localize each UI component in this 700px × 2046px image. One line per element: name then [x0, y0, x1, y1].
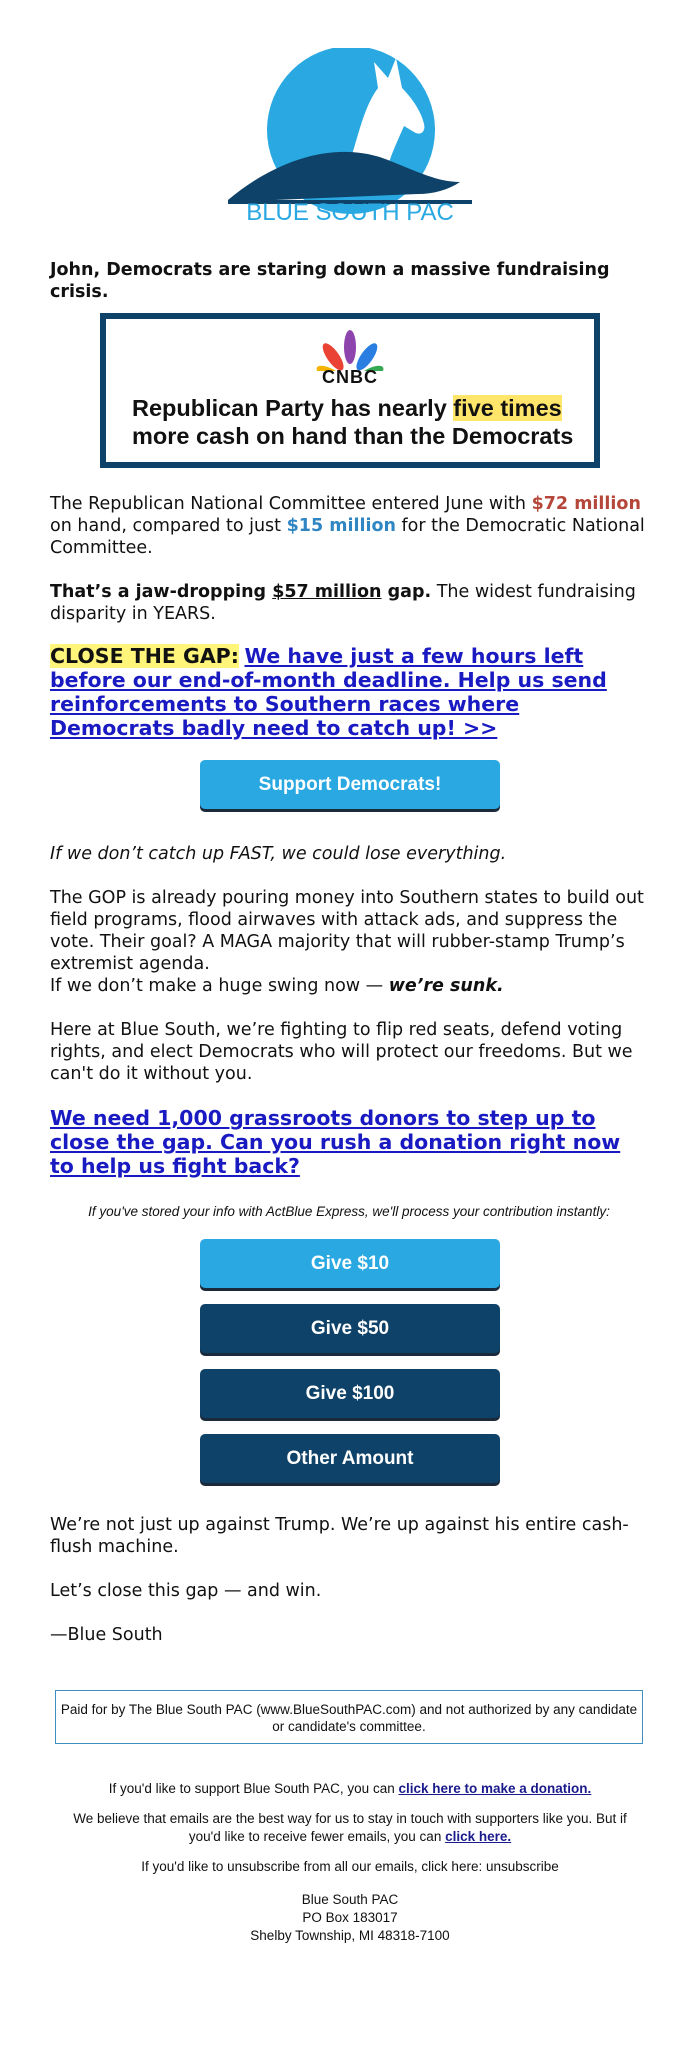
give-50-button[interactable]: Give $50 — [200, 1304, 500, 1353]
address-city: Shelby Township, MI 48318-7100 — [250, 1928, 450, 1943]
cnbc-headline-text: Republican Party has nearly five times more cash on hand than the Democrats — [132, 395, 574, 449]
footer-support-line: If you'd like to support Blue South PAC, you can click here to make a donation. — [108, 1781, 592, 1796]
footer-unsubscribe-line: If you'd like to unsubscribe from all our emails, click here: unsubscribe — [141, 1859, 559, 1874]
other-amount-button[interactable]: Other Amount — [200, 1434, 500, 1483]
gap-amount: $57 million — [272, 582, 382, 602]
headline-highlight: five times — [453, 395, 562, 421]
paid-for-disclaimer: Paid for by The Blue South PAC (www.BlueSouthPAC.com) and not authorized by any candidate or candidate's committee. — [55, 1690, 643, 1744]
close-gap-label: CLOSE THE GAP: — [50, 644, 239, 668]
lose-everything-line: If we don’t catch up FAST, we could lose everything. — [50, 844, 507, 864]
signoff: —Blue South — [50, 1625, 163, 1645]
gap-paragraph: That’s a jaw-dropping $57 million gap. The widest fundraising disparity in YEARS. — [50, 582, 636, 624]
logo-wordmark: BLUE SOUTH PAC — [246, 199, 454, 226]
give-10-button[interactable]: Give $10 — [200, 1239, 500, 1288]
blue-south-mission-paragraph: Here at Blue South, we’re fighting to flip red seats, defend voting rights, and elect Democrats who will protect our freedoms. But we can't do it without you. — [50, 1020, 633, 1084]
cnbc-headline-image — [100, 313, 600, 468]
huge-swing-line: If we don’t make a huge swing now — we’re sunk. — [50, 976, 504, 996]
support-democrats-button[interactable]: Support Democrats! — [200, 760, 500, 809]
grassroots-cta — [50, 1107, 648, 1179]
footer-fewer-emails-line: We believe that emails are the best way for us to stay in touch with supporters like you. But if you'd like to receive fewer emails, you can click here. — [73, 1811, 627, 1844]
fewer-emails-link[interactable]: click here. — [445, 1829, 512, 1844]
grassroots-donate-link[interactable]: We need 1,000 grassroots donors to step up to close the gap. Can you rush a donation right now to help us fight back? — [50, 1106, 621, 1178]
blue-south-logo — [228, 48, 472, 226]
actblue-express-note: If you've stored your info with ActBlue Express, we'll process your contribution instantly: — [88, 1204, 610, 1219]
deadline-donate-link[interactable]: We have just a few hours left before our end-of-month deadline. Help us send reinforcements to Southern races where Democrats badly need to catch up! >> — [50, 644, 607, 740]
address-org: Blue South PAC — [301, 1892, 399, 1907]
rnc-amount: $72 million — [531, 494, 641, 514]
gop-spending-paragraph: The GOP is already pouring money into Southern states to build out field programs, flood airwaves with attack ads, and suppress the vote. Their goal? A MAGA majority that will rubber-stamp Trump’s extremist agenda. — [50, 888, 644, 974]
address-po-box: PO Box 183017 — [302, 1910, 398, 1925]
unsubscribe-link[interactable]: unsubscribe — [485, 1859, 559, 1874]
dnc-amount: $15 million — [286, 516, 396, 536]
close-gap-win-line: Let’s close this gap — and win. — [50, 1581, 322, 1601]
cnbc-wordmark: CNBC — [322, 367, 378, 387]
close-the-gap-cta — [50, 645, 648, 741]
cash-machine-paragraph: We’re not just up against Trump. We’re up against his entire cash-flush machine. — [50, 1515, 629, 1557]
mailing-address — [50, 1891, 650, 1945]
greeting-heading: John, Democrats are staring down a massive fundraising crisis. — [50, 260, 610, 302]
rnc-cash-paragraph: The Republican National Committee entered June with $72 million on hand, compared to just $15 million for the Democratic National Committee. — [50, 494, 645, 558]
make-donation-link[interactable]: click here to make a donation. — [398, 1781, 592, 1796]
peacock-icon — [106, 323, 594, 371]
donkey-logo-icon — [228, 48, 472, 226]
give-100-button[interactable]: Give $100 — [200, 1369, 500, 1418]
